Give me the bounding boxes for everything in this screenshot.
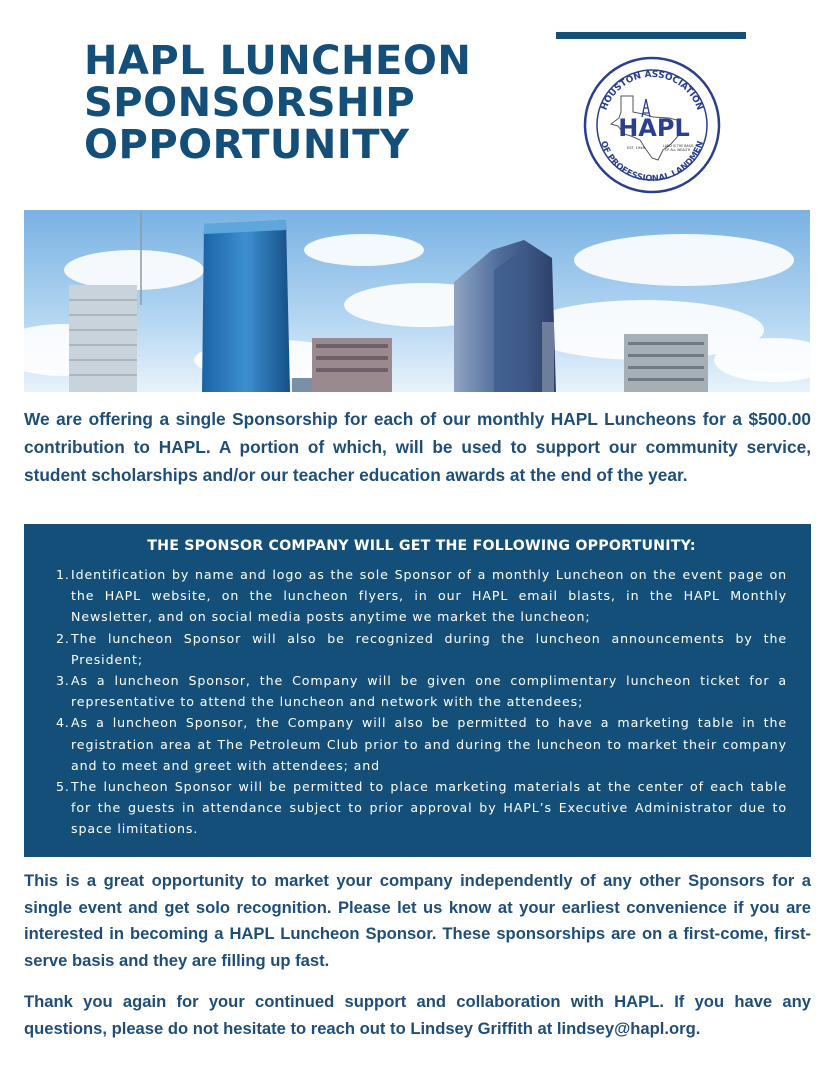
benefit-text: The luncheon Sponsor will be permitted to place marketing materials at the center of each table for the guests in attendance subject to prior approval by HAPL’s Executive Administrator due to space limitations. [71, 779, 787, 837]
benefits-list [56, 564, 787, 840]
benefit-text: The luncheon Sponsor will also be recognized during the luncheon announcements by the President; [71, 630, 787, 667]
logo-est-text: EST. 1946 [627, 146, 645, 150]
title-line-2: SPONSORSHIP [84, 80, 416, 126]
intro-paragraph: We are offering a single Sponsorship for each of our monthly HAPL Luncheons for a $500.00 contribution to HAPL. A portion of which, will be used to support our community service, student scholarships and/or our teacher education awards at the end of the year. [24, 409, 811, 485]
benefits-box [24, 524, 811, 857]
page-title [84, 40, 524, 166]
title-line-3: OPPORTUNITY [84, 122, 410, 168]
benefit-text: Identification by name and logo as the sole Sponsor of a monthly Luncheon on the event page on the HAPL website, on the luncheon flyers, in our HAPL email blasts, in the HAPL Monthly Newsletter, and on social media posts anytime we market the luncheon; [71, 567, 787, 625]
closing-paragraph-opportunity: This is a great opportunity to market your company independently of any other Sponsors for a single event and get solo recognition. Please let us know at your earliest convenience if you are interested in becoming a HAPL Luncheon Sponsor. These sponsorships are on a first-come, first-serve basis and they are filling up fast. [24, 871, 811, 970]
benefit-text: As a luncheon Sponsor, the Company will also be permitted to have a marketing table in the registration area at The Petroleum Club prior to and during the luncheon to market their company and to meet and greet with attendees; and [71, 715, 787, 773]
closing-paragraph-thanks: Thank you again for your continued support and collaboration with HAPL. If you have any questions, please do not hesitate to reach out to Lindsey Griffith at lindsey@hapl.org. [24, 992, 811, 1038]
logo-motto-line-1: LAND IS THE BASIS [663, 144, 694, 148]
benefit-number: 5. [56, 779, 70, 795]
benefit-number: 4. [56, 715, 70, 731]
houston-skyline-image [24, 210, 810, 392]
logo-ring-top-text: HOUSTON ASSOCIATION [599, 69, 705, 112]
benefit-text: As a luncheon Sponsor, the Company will be given one complimentary luncheon ticket for a representative to attend the luncheon and network with the attendees; [71, 673, 787, 710]
accent-bar [556, 32, 746, 39]
benefit-number: 3. [56, 673, 70, 689]
benefits-heading: THE SPONSOR COMPANY WILL GET THE FOLLOWING OPPORTUNITY: [147, 538, 696, 554]
benefit-number: 2. [56, 630, 70, 646]
benefit-item [56, 564, 787, 628]
benefit-item [56, 776, 787, 840]
logo-ring-bottom-text: OF PROFESSIONAL LANDMEN [598, 139, 706, 184]
benefit-item [56, 628, 787, 670]
benefit-item [56, 712, 787, 776]
hapl-logo [583, 56, 721, 194]
logo-motto-line-2: OF ALL WEALTH [665, 148, 691, 152]
benefit-item [56, 670, 787, 712]
logo-center-text: HAPL [618, 114, 690, 142]
benefit-number: 1. [56, 567, 70, 582]
title-line-1: HAPL LUNCHEON [84, 38, 472, 84]
